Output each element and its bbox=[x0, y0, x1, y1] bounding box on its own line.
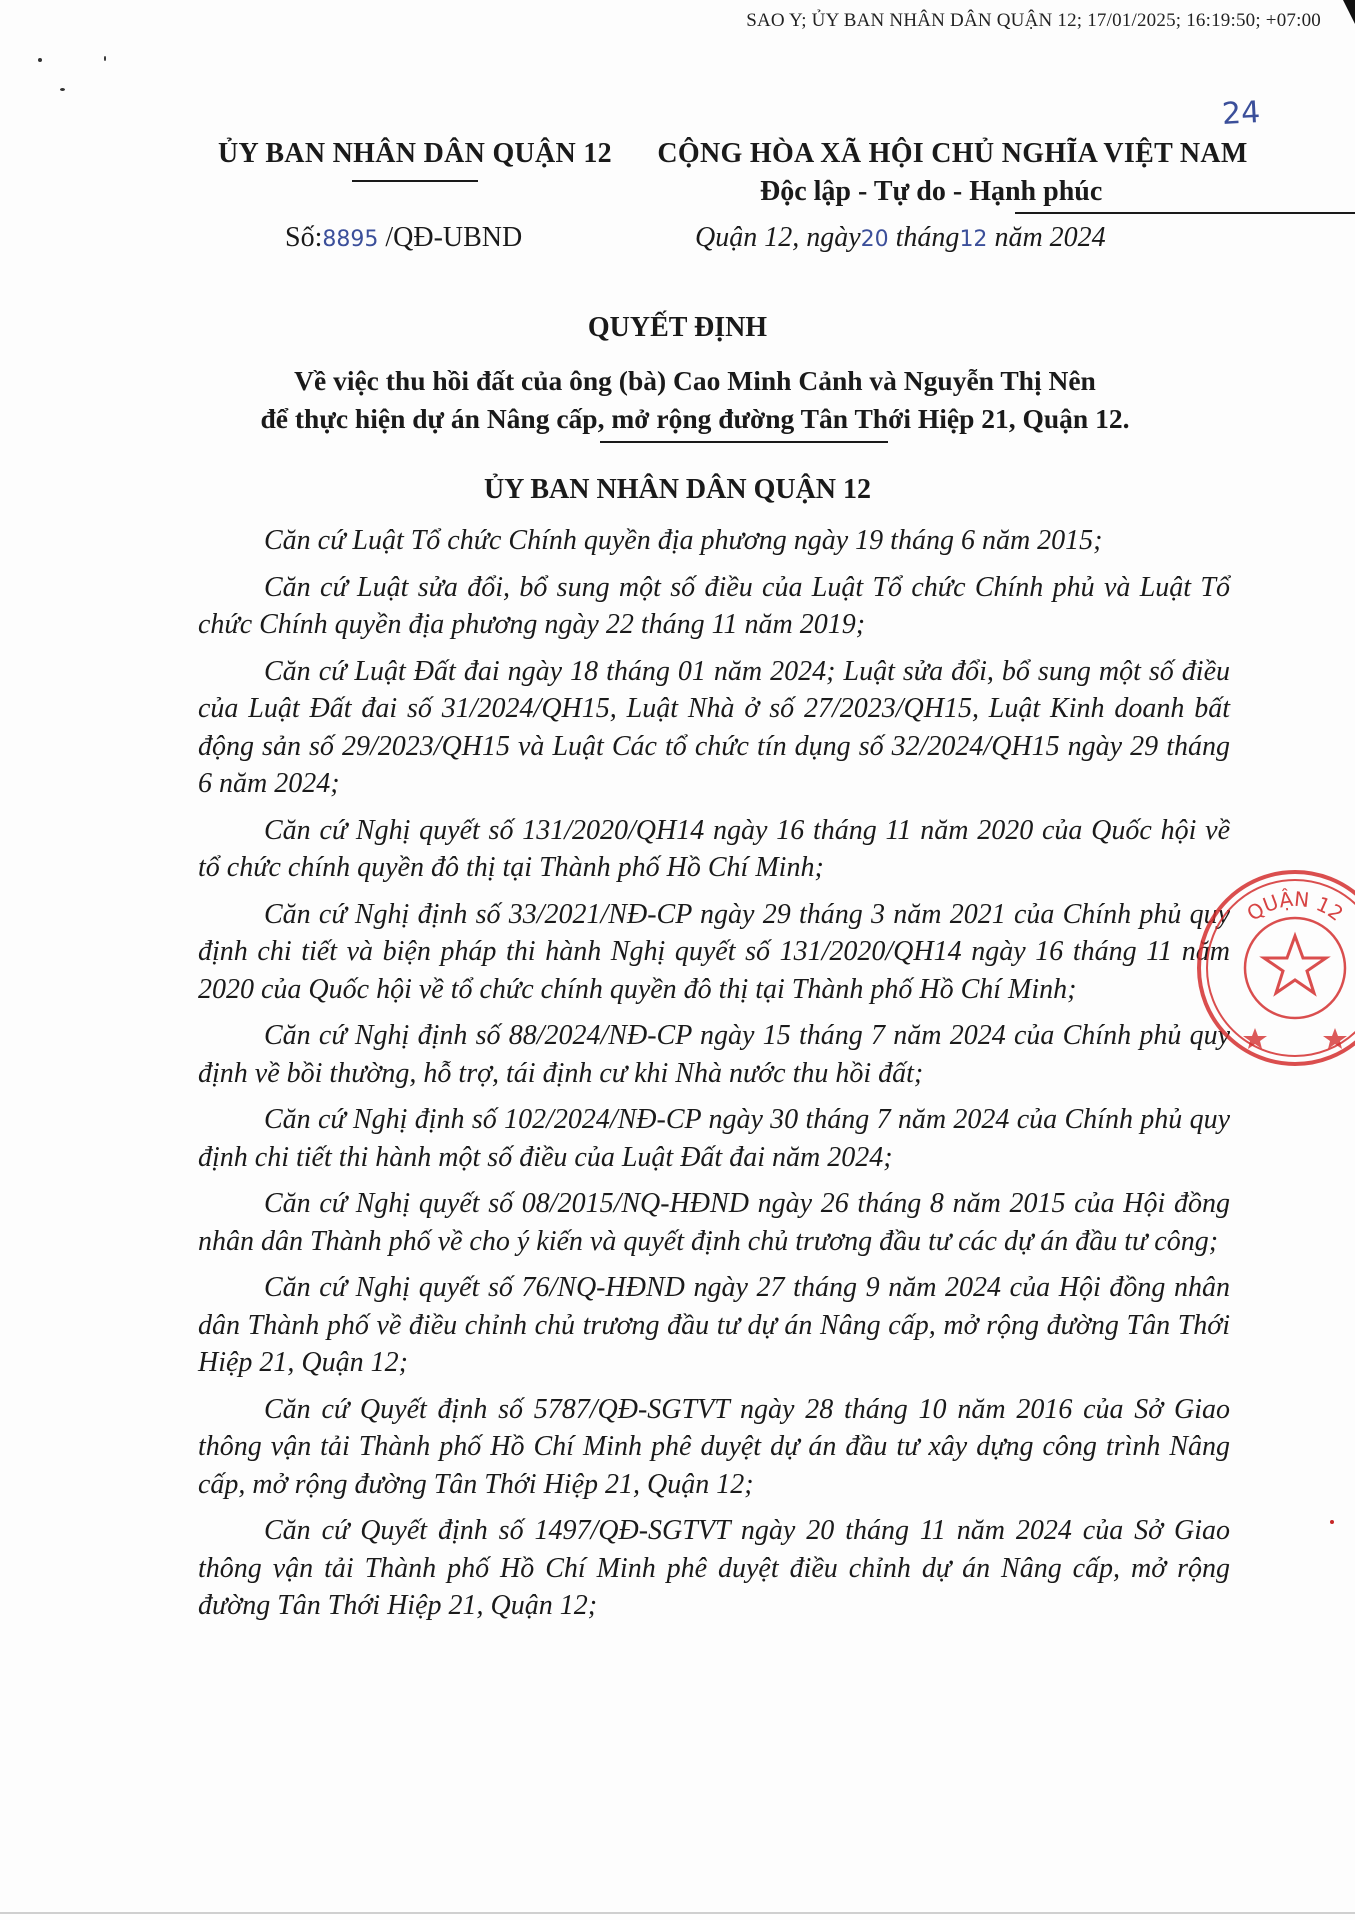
national-motto: Độc lập - Tự do - Hạnh phúc bbox=[760, 176, 1103, 207]
date-day-handwritten: 20 bbox=[860, 227, 889, 252]
scan-speck bbox=[104, 56, 106, 61]
red-mark bbox=[1330, 1520, 1334, 1524]
doc-number-handwritten: 8895 bbox=[322, 227, 379, 252]
nation-block bbox=[640, 138, 1265, 214]
legal-basis-paragraph: Căn cứ Nghị quyết số 08/2015/NQ-HĐND ngày 26 tháng 8 năm 2015 của Hội đồng nhân dân Thành phố về cho ý kiến và quyết định chủ trương đầu tư các dự án đầu tư công; bbox=[198, 1188, 1230, 1257]
seal-text: QUẬN 12 bbox=[1242, 886, 1348, 926]
official-seal-icon bbox=[1195, 868, 1355, 1068]
date-prefix: Quận 12, ngày bbox=[695, 222, 861, 253]
legal-basis-paragraph: Căn cứ Quyết định số 1497/QĐ-SGTVT ngày 20 tháng 11 năm 2024 của Sở Giao thông vận tải Thành phố Hồ Chí Minh phê duyệt điều chỉnh dự án Nâng cấp, mở rộng đường Tân Thới Hiệp 21, Quận 12; bbox=[198, 1515, 1230, 1621]
document-subject bbox=[150, 362, 1240, 438]
legal-basis-paragraph: Căn cứ Quyết định số 5787/QĐ-SGTVT ngày 28 tháng 10 năm 2016 của Sở Giao thông vận tải Thành phố Hồ Chí Minh phê duyệt dự án đầu tư xây dựng công trình Nâng cấp, mở rộng đường Tân Thới Hiệp 21, Quận 12; bbox=[198, 1393, 1230, 1500]
agency-underline bbox=[352, 180, 478, 182]
legal-basis-paragraph: Căn cứ Nghị định số 102/2024/NĐ-CP ngày 30 tháng 7 năm 2024 của Chính phủ quy định chi tiết thi hành một số điều của Luật Đất đai năm 2024; bbox=[198, 1104, 1230, 1173]
issue-date bbox=[695, 222, 1106, 254]
legal-basis-paragraph: Căn cứ Luật sửa đổi, bổ sung một số điều của Luật Tổ chức Chính phủ và Luật Tổ chức Chính quyền địa phương ngày 22 tháng 11 năm 2019; bbox=[198, 571, 1230, 640]
legal-basis-paragraph: Căn cứ Luật Đất đai ngày 18 tháng 01 năm 2024; Luật sửa đổi, bổ sung một số điều của Luật Đất đai số 31/2024/QH15, Luật Nhà ở số 27/2023/QH15, Luật Kinh doanh bất động sản số 29/2023/QH15 và Luật Các tổ chức tín dụng số 32/2024/QH15 ngày 29 tháng 6 năm 2024; bbox=[198, 655, 1230, 799]
date-year: năm 2024 bbox=[994, 222, 1106, 253]
subject-line-2: để thực hiện dự án Nâng cấp, mở rộng đường Tân Thới Hiệp 21, Quận 12. bbox=[260, 403, 1130, 434]
document-title: QUYẾT ĐỊNH bbox=[587, 312, 768, 343]
subject-underline bbox=[600, 441, 888, 443]
doc-number-prefix: Số: bbox=[285, 222, 323, 253]
agency-block bbox=[210, 138, 620, 182]
agency-name: ỦY BAN NHÂN DÂN QUẬN 12 bbox=[218, 138, 612, 169]
date-month-label: tháng bbox=[895, 222, 960, 253]
nation-name: CỘNG HÒA XÃ HỘI CHỦ NGHĨA VIỆT NAM bbox=[657, 138, 1248, 169]
legal-basis-paragraph: Căn cứ Nghị quyết số 131/2020/QH14 ngày 16 tháng 11 năm 2020 của Quốc hội về tổ chức chính quyền đô thị tại Thành phố Hồ Chí Minh; bbox=[198, 814, 1230, 883]
date-month-handwritten: 12 bbox=[959, 227, 988, 252]
legal-basis-paragraph: Căn cứ Nghị quyết số 76/NQ-HĐND ngày 27 tháng 9 năm 2024 của Hội đồng nhân dân Thành phố về điều chỉnh chủ trương đầu tư dự án Nâng cấp, mở rộng đường Tân Thới Hiệp 21, Quận 12; bbox=[198, 1272, 1230, 1378]
issuing-authority: ỦY BAN NHÂN DÂN QUẬN 12 bbox=[483, 474, 872, 505]
legal-basis bbox=[198, 522, 1230, 1634]
legal-basis-paragraph: Căn cứ Nghị định số 33/2021/NĐ-CP ngày 29 tháng 3 năm 2021 của Chính phủ quy định chi tiết và biện pháp thi hành Nghị quyết số 131/2020/QH14 ngày 16 tháng 11 năm 2020 của Quốc hội về tổ chức chính quyền đô thị tại Thành phố Hồ Chí Minh; bbox=[198, 898, 1230, 1005]
copy-stamp: SAO Y; ỦY BAN NHÂN DÂN QUẬN 12; 17/01/2025; 16:19:50; +07:00 bbox=[746, 10, 1321, 31]
document-number bbox=[285, 222, 522, 254]
subject-line-1: Về việc thu hồi đất của ông (bà) Cao Minh Cảnh và Nguyễn Thị Nên bbox=[294, 365, 1096, 396]
corner-mark bbox=[1343, 0, 1355, 24]
svg-text:QUẬN 12 bbox=[1242, 887, 1348, 926]
motto-underline bbox=[1015, 212, 1355, 214]
scan-edge bbox=[0, 1912, 1355, 1914]
doc-number-suffix: /QĐ-UBND bbox=[385, 222, 523, 253]
legal-basis-paragraph: Căn cứ Luật Tổ chức Chính quyền địa phương ngày 19 tháng 6 năm 2015; bbox=[264, 525, 1103, 556]
legal-basis-paragraph: Căn cứ Nghị định số 88/2024/NĐ-CP ngày 15 tháng 7 năm 2024 của Chính phủ quy định về bồi thường, hỗ trợ, tái định cư khi Nhà nước thu hồi đất; bbox=[198, 1020, 1230, 1089]
scan-speck bbox=[60, 88, 65, 91]
handwritten-page-number: 24 bbox=[1221, 95, 1262, 132]
scan-speck bbox=[38, 58, 42, 62]
